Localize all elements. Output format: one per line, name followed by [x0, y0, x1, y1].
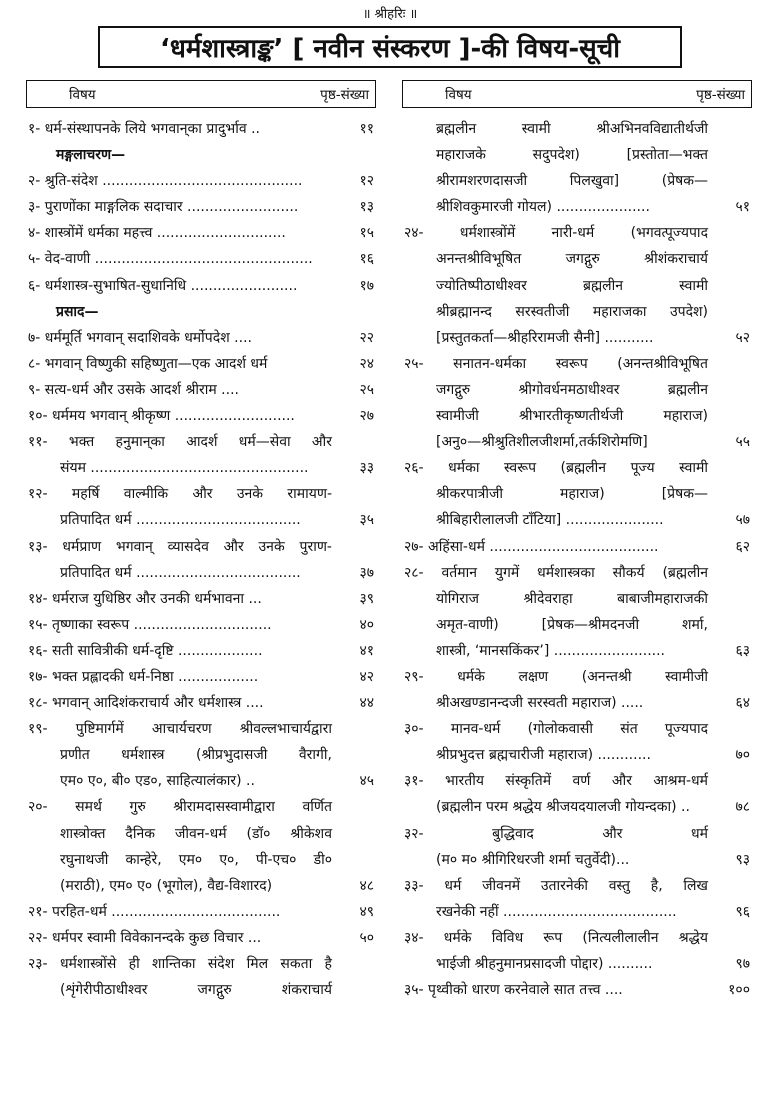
toc-entry-text: २७- अहिंसा-धर्म ...................................... — [404, 538, 659, 555]
page-title-text: ‘धर्मशास्त्राङ्क’ [ नवीन संस्करण ]-की विषय-सूची — [160, 34, 620, 64]
toc-entry-text: ७- धर्ममूर्ति भगवान् सदाशिवके धर्मोपदेश .... — [28, 329, 252, 346]
toc-page-number: ४४ — [359, 695, 374, 712]
toc-page-number: १३ — [359, 199, 374, 216]
section-heading — [26, 142, 376, 168]
toc-entry-text: १७- भक्त प्रह्लादकी धर्म-निष्ठा .................. — [28, 668, 259, 685]
toc-page-number: ९७ — [735, 956, 750, 972]
subject-header: विषय — [69, 87, 96, 103]
toc-entry-text: २५- सनातन-धर्मका स्वरूप (अनन्तश्रीविभूषित — [404, 355, 708, 372]
toc-entry — [26, 716, 376, 742]
toc-entry — [402, 612, 752, 638]
toc-entry — [26, 377, 376, 403]
toc-entry — [26, 690, 376, 716]
toc-entry-text: मङ्गलाचरण— — [56, 147, 126, 164]
toc-entry-text: प्रसाद— — [56, 303, 99, 320]
toc-entry-text: १२- महर्षि वाल्मीकि और उनके रामायण- — [28, 486, 332, 503]
column-header-right — [402, 80, 752, 108]
toc-entry — [402, 142, 752, 168]
toc-entry — [26, 847, 376, 873]
toc-entry-text: २१- परहित-धर्म ...................................... — [28, 903, 281, 920]
toc-entry — [26, 664, 376, 690]
toc-entry-text: रखनेकी नहीं ....................................... — [436, 903, 677, 920]
toc-entry-text: ब्रह्मलीन स्वामी श्रीअभिनवविद्यातीर्थजी — [436, 121, 708, 137]
toc-entry — [26, 794, 376, 820]
toc-entry — [402, 194, 752, 220]
toc-column-right — [402, 80, 752, 1108]
toc-page-number: ११ — [359, 121, 374, 137]
toc-page-number: ५० — [359, 929, 374, 946]
toc-entry-text: स्वामीजी श्रीभारतीकृष्णतीर्थजी महाराज) — [436, 408, 708, 425]
toc-entry-text: श्रीरामशरणदासजी पिलखुवा] (प्रेषक— — [436, 173, 708, 190]
toc-entry — [402, 246, 752, 272]
toc-entry-text: १९- पुष्टिमार्गमें आचार्यचरण श्रीवल्लभाचार्यद्वारा — [28, 721, 332, 738]
toc-entry-text: २०- समर्थ गुरु श्रीरामदासस्वामीद्वारा वर्णित — [28, 799, 332, 816]
toc-entry — [402, 455, 752, 481]
toc-entry-text: ३०- मानव-धर्म (गोलोकवासी संत पूज्यपाद — [404, 721, 708, 738]
toc-entry-text: श्रीशिवकुमारजी गोयल) ..................... — [436, 199, 650, 216]
toc-entry-text: ज्योतिष्पीठाधीश्वर ब्रह्मलीन स्वामी — [436, 277, 708, 294]
toc-page-number: ५१ — [735, 199, 750, 216]
toc-entry-text: ३- पुराणोंका माङ्गलिक सदाचार ......................... — [28, 199, 299, 216]
toc-entry-text: ३५- पृथ्वीको धारण करनेवाले सात तत्त्व .... — [404, 982, 623, 999]
toc-entry — [402, 742, 752, 768]
toc-page-number: ४२ — [359, 668, 374, 685]
toc-entry — [402, 507, 752, 533]
toc-entry — [26, 116, 376, 142]
toc-entry-text: शास्त्रोक्त दैनिक जीवन-धर्म (डॉ० श्रीकेशव — [60, 825, 332, 842]
toc-entry-text: (ब्रह्मलीन परम श्रद्धेय श्रीजयदयालजी गोयन्दका) .. — [436, 799, 690, 816]
toc-page-number: ७० — [735, 747, 750, 764]
toc-entry-text: (शृंगेरीपीठाधीश्वर जगद्गुरु शंकराचार्य — [60, 982, 332, 999]
toc-page-number: ३३ — [359, 460, 374, 477]
toc-entry-text: २२- धर्मपर स्वामी विवेकानन्दके कुछ विचार ... — [28, 929, 262, 946]
toc-entry — [402, 847, 752, 873]
toc-entry-text: ३१- भारतीय संस्कृतिमें वर्ण और आश्रम-धर्म — [404, 773, 708, 790]
toc-entry — [26, 194, 376, 220]
toc-entry-text: अनन्तश्रीविभूषित जगद्गुरु श्रीशंकराचार्य — [436, 251, 708, 268]
toc-entry — [402, 325, 752, 351]
toc-entry — [402, 481, 752, 507]
toc-entry-text: अमृत-वाणी) [प्रेषक—श्रीमदनजी शर्मा, — [436, 616, 708, 633]
toc-entry — [26, 168, 376, 194]
toc-entry — [402, 534, 752, 560]
toc-entry-text: २४- धर्मशास्त्रोंमें नारी-धर्म (भगवत्पूज्यपाद — [404, 225, 708, 242]
toc-entry-text: १६- सती सावित्रीकी धर्म-दृष्टि ................... — [28, 642, 263, 659]
toc-entry — [402, 403, 752, 429]
subject-header: विषय — [445, 87, 472, 103]
toc-entry — [26, 638, 376, 664]
toc-entry — [26, 246, 376, 272]
toc-entry — [402, 768, 752, 794]
toc-entry-text: १५- तृष्णाका स्वरूप ............................... — [28, 616, 272, 633]
toc-entry-text: ९- सत्य-धर्म और उसके आदर्श श्रीराम .... — [28, 381, 239, 398]
toc-entry — [26, 768, 376, 794]
toc-entry — [26, 925, 376, 951]
toc-entry-text: [अनु०—श्रीश्रुतिशीलजीशर्मा,तर्कशिरोमणि] — [436, 434, 648, 451]
toc-page-number: १५ — [359, 225, 374, 242]
toc-entry-text: योगिराज श्रीदेवराहा बाबाजीमहाराजकी — [436, 590, 708, 607]
toc-page-number: ४१ — [359, 642, 374, 659]
toc-entry — [402, 116, 752, 142]
toc-entry — [402, 951, 752, 977]
toc-entry — [402, 873, 752, 899]
toc-entry-text: (मराठी), एम० ए० (भूगोल), वैद्य-विशारद) — [60, 877, 273, 894]
toc-entry — [402, 351, 752, 377]
toc-page-number: १२ — [359, 173, 374, 190]
toc-entry — [402, 273, 752, 299]
toc-entry-text: श्रीबिहारीलालजी टाँटिया] ...................... — [436, 512, 664, 529]
toc-entry — [402, 429, 752, 455]
toc-page-number: ३५ — [359, 512, 374, 529]
toc-entry — [26, 821, 376, 847]
toc-entry — [26, 455, 376, 481]
toc-entry-text: (म० म० श्रीगिरिधरजी शर्मा चतुर्वेदी)... — [436, 851, 630, 868]
toc-entry-text: २- श्रुति-संदेश ............................................. — [28, 173, 303, 190]
toc-entry-text: रघुनाथजी कान्हेरे, एम० ए०, पी-एच० डी० — [60, 851, 332, 868]
toc-entry-text: श्रीअखण्डानन्दजी सरस्वती महाराज) ..... — [436, 695, 644, 712]
toc-entry-text: २३- धर्मशास्त्रोंसे ही शान्तिका संदेश मिल सकता है — [28, 956, 332, 972]
toc-entry — [26, 429, 376, 455]
toc-entry — [26, 742, 376, 768]
toc-entry — [26, 273, 376, 299]
toc-entry-text: १४- धर्मराज युधिष्ठिर और उनकी धर्मभावना ... — [28, 590, 262, 607]
toc-page-number: २५ — [359, 381, 374, 398]
toc-entry-text: १८- भगवान् आदिशंकराचार्य और धर्मशास्त्र .... — [28, 695, 264, 712]
toc-list-right — [402, 116, 752, 1003]
toc-entry — [402, 168, 752, 194]
toc-entry — [26, 534, 376, 560]
toc-entry — [402, 690, 752, 716]
toc-list-left — [26, 116, 376, 1003]
toc-column-left — [26, 80, 376, 1108]
toc-entry-text: [प्रस्तुतकर्ता—श्रीहरिरामजी सैनी] ........... — [436, 329, 654, 346]
toc-entry — [402, 977, 752, 1003]
invocation-text: ॥ श्रीहरिः ॥ — [362, 7, 418, 22]
toc-entry-text: १३- धर्मप्राण भगवान् व्यासदेव और उनके पुराण- — [28, 538, 332, 555]
toc-entry-text: ११- भक्त हनुमान्‌का आदर्श धर्म—सेवा और — [28, 434, 332, 451]
toc-page-number: ६२ — [735, 538, 750, 555]
toc-entry — [26, 873, 376, 899]
toc-entry — [26, 586, 376, 612]
toc-entry — [402, 794, 752, 820]
toc-entry — [402, 925, 752, 951]
toc-entry — [26, 951, 376, 977]
column-header-left — [26, 80, 376, 108]
toc-entry — [26, 899, 376, 925]
toc-page-number: ९३ — [735, 851, 750, 868]
toc-entry — [402, 821, 752, 847]
toc-entry-text: एम० ए०, बी० एड०, साहित्यालंकार) .. — [60, 773, 255, 790]
toc-entry — [26, 220, 376, 246]
toc-page-number: ५२ — [735, 329, 750, 346]
toc-entry-text: श्रीप्रभुदत्त ब्रह्मचारीजी महाराज) ............ — [436, 747, 651, 764]
toc-entry — [26, 977, 376, 1003]
toc-page-number: १०० — [728, 982, 750, 999]
toc-entry-text: श्रीब्रह्मानन्द सरस्वतीजी महाराजका उपदेश) — [436, 303, 708, 320]
toc-page-number: १७ — [359, 277, 374, 294]
toc-page-number: ६४ — [735, 695, 750, 712]
toc-entry-text: ८- भगवान् विष्णुकी सहिष्णुता—एक आदर्श धर्म — [28, 355, 268, 372]
section-heading — [26, 299, 376, 325]
toc-entry — [402, 560, 752, 586]
toc-entry-text: जगद्गुरु श्रीगोवर्धनमठाधीश्वर ब्रह्मलीन — [436, 381, 708, 398]
toc-entry — [402, 586, 752, 612]
toc-entry-text: १०- धर्ममय भगवान् श्रीकृष्ण ........................... — [28, 408, 295, 425]
toc-entry-text: ३४- धर्मके विविध रूप (नित्यलीलालीन श्रद्धेय — [404, 929, 708, 946]
toc-entry-text: प्रतिपादित धर्म ..................................... — [60, 512, 301, 529]
toc-entry — [26, 507, 376, 533]
toc-entry-text: महाराजके सदुपदेश) [प्रस्तोता—भक्त — [436, 147, 708, 164]
page-number-header: पृष्ठ-संख्या — [320, 87, 369, 103]
toc-page-number: ६३ — [735, 642, 750, 659]
toc-page-number: ४९ — [359, 903, 374, 920]
toc-page-number: ३७ — [359, 564, 374, 581]
toc-page-number: ९६ — [735, 903, 750, 920]
toc-page-number: ३९ — [359, 590, 374, 607]
toc-entry — [402, 899, 752, 925]
toc-entry-text: २६- धर्मका स्वरूप (ब्रह्मलीन पूज्य स्वामी — [404, 460, 708, 477]
toc-entry — [402, 299, 752, 325]
toc-entry — [402, 716, 752, 742]
toc-entry — [26, 560, 376, 586]
toc-entry — [26, 403, 376, 429]
toc-page-number: ५५ — [735, 434, 750, 451]
page-title — [98, 26, 682, 68]
toc-page-number: ५७ — [735, 512, 750, 529]
toc-page-number: २४ — [359, 355, 374, 372]
toc-entry — [402, 377, 752, 403]
toc-entry-text: श्रीकरपात्रीजी महाराज) [प्रेषक— — [436, 486, 708, 503]
toc-entry-text: ६- धर्मशास्त्र-सुभाषित-सुधानिधि ........................ — [28, 277, 298, 294]
toc-page-number: २२ — [359, 329, 374, 346]
toc-entry-text: प्रतिपादित धर्म ..................................... — [60, 564, 301, 581]
toc-entry — [26, 612, 376, 638]
toc-entry — [402, 664, 752, 690]
toc-entry-text: शास्त्री, ‘मानसकिंकर’] ......................... — [436, 642, 666, 659]
page-number-header: पृष्ठ-संख्या — [696, 87, 745, 103]
toc-entry-text: प्रणीत धर्मशास्त्र (श्रीप्रभुदासजी वैरागी, — [60, 747, 332, 764]
toc-entry-text: भाईजी श्रीहनुमानप्रसादजी पोद्दार) .......... — [436, 956, 653, 972]
toc-page-number: ७८ — [735, 799, 750, 816]
toc-entry — [402, 220, 752, 246]
toc-page-number: १६ — [359, 251, 374, 268]
toc-entry-text: ५- वेद-वाणी ................................................. — [28, 251, 313, 268]
toc-page-number: ४८ — [359, 877, 374, 894]
toc-entry-text: संयम ................................................. — [60, 460, 309, 477]
toc-entry-text: ३२- बुद्धिवाद और धर्म — [404, 825, 708, 842]
toc-page-number: ४० — [359, 616, 374, 633]
toc-entry — [26, 481, 376, 507]
toc-entry-text: १- धर्म-संस्थापनके लिये भगवान्‌का प्रादुर्भाव .. — [28, 121, 260, 137]
toc-entry — [402, 638, 752, 664]
toc-entry-text: ४- शास्त्रोंमें धर्मका महत्त्व ............................. — [28, 225, 286, 242]
toc-entry-text: २९- धर्मके लक्षण (अनन्तश्री स्वामीजी — [404, 668, 708, 685]
toc-entry — [26, 325, 376, 351]
toc-entry — [26, 351, 376, 377]
toc-page-number: ४५ — [359, 773, 374, 790]
toc-entry-text: २८- वर्तमान युगमें धर्मशास्त्रका सौकर्य (ब्रह्मलीन — [404, 564, 708, 581]
toc-entry-text: ३३- धर्म जीवनमें उतारनेकी वस्तु है, लिख — [404, 877, 708, 894]
toc-page-number: २७ — [359, 408, 374, 425]
